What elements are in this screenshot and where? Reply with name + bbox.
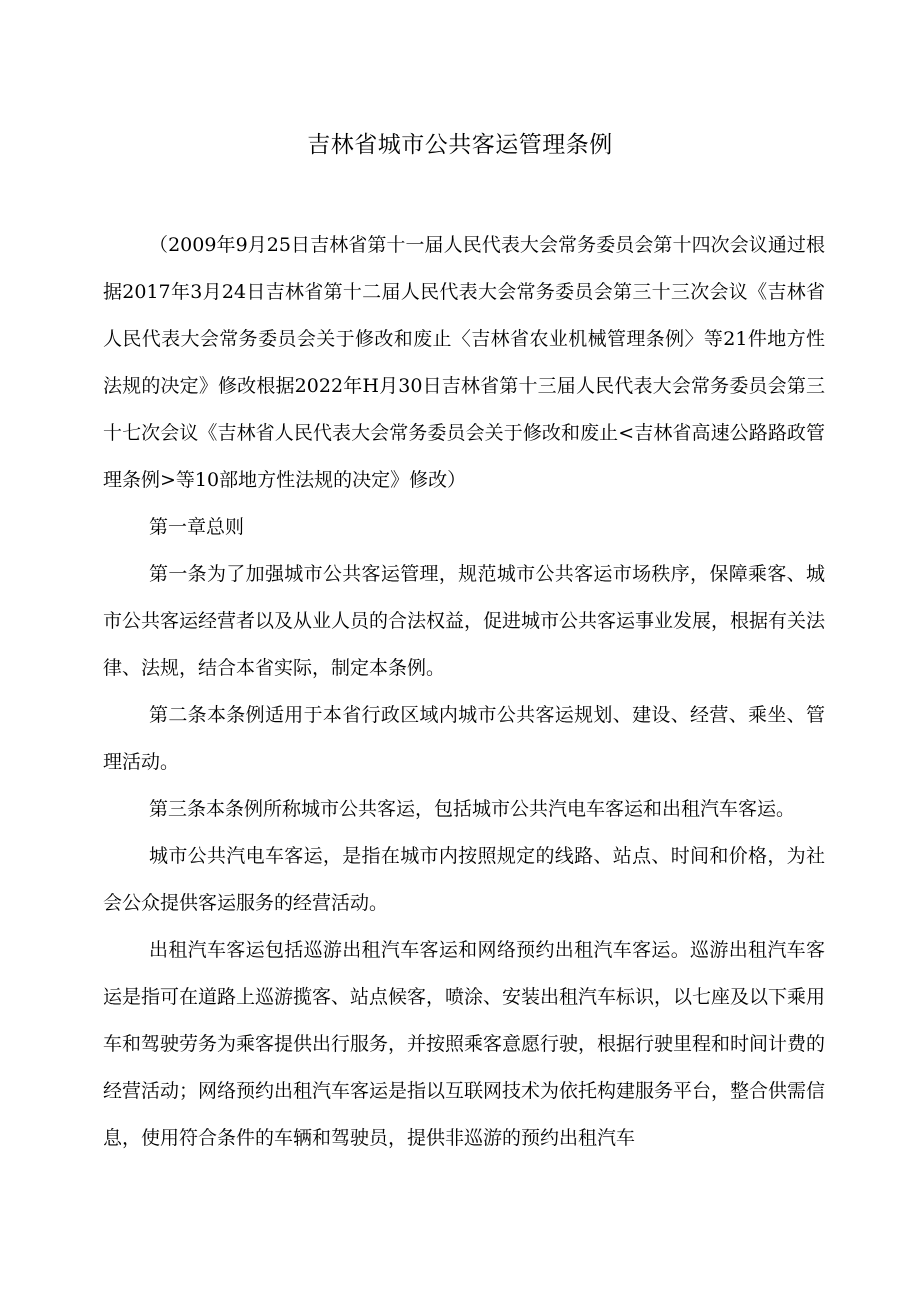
chapter-heading: 第一章总则 (149, 516, 245, 538)
taxi-transport-definition-paragraph: 出租汽车客运包括巡游出租汽车客运和网络预约出租汽车客运。巡游出租汽车客运是指可在道路上巡游揽客、站点候客，喷涂、安装出租汽车标识，以七座及以下乘用车和驾驶劳务为乘客提供出行服务，并按照乘客意愿行驶，根据行驶里程和时间计费的经营活动；网络预约出租汽车客运是指以互联网技术为依托构建服务平台，整合供需信息，使用符合条件的车辆和驾驶员，提供非巡游的预约出租汽车 (103, 939, 826, 1149)
document-title: 吉林省城市公共客运管理条例 (307, 132, 613, 158)
article-2-paragraph: 第二条本条例适用于本省行政区域内城市公共客运规划、建设、经营、乘坐、管理活动。 (103, 704, 825, 773)
document-body (103, 222, 825, 1162)
article-3-paragraph: 第三条本条例所称城市公共客运，包括城市公共汽电车客运和出租汽车客运。 (149, 798, 796, 820)
article-1-paragraph: 第一条为了加强城市公共客运管理，规范城市公共客运市场秩序，保障乘客、城市公共客运经营者以及从业人员的合法权益，促进城市公共客运事业发展，根据有关法律、法规，结合本省实际，制定本条例。 (103, 563, 826, 679)
legislative-history-paragraph: （2009年9月25日吉林省第十一届人民代表大会常务委员会第十四次会议通过根据2017年3月24日吉林省第十二届人民代表大会常务委员会第三十三次会议《吉林省人民代表大会常务委员会关于修改和废止〈吉林省农业机械管理条例〉等21件地方性法规的决定》修改根据2022年H月30日吉林省第十三届人民代表大会常务委员会第三十七次会议《吉林省人民代表大会常务委员会关于修改和废止<吉林省高速公路路政管理条例>等10部地方性法规的决定》修改） (103, 234, 825, 491)
bus-transport-definition-paragraph: 城市公共汽电车客运，是指在城市内按照规定的线路、站点、时间和价格，为社会公众提供客运服务的经营活动。 (103, 845, 825, 914)
